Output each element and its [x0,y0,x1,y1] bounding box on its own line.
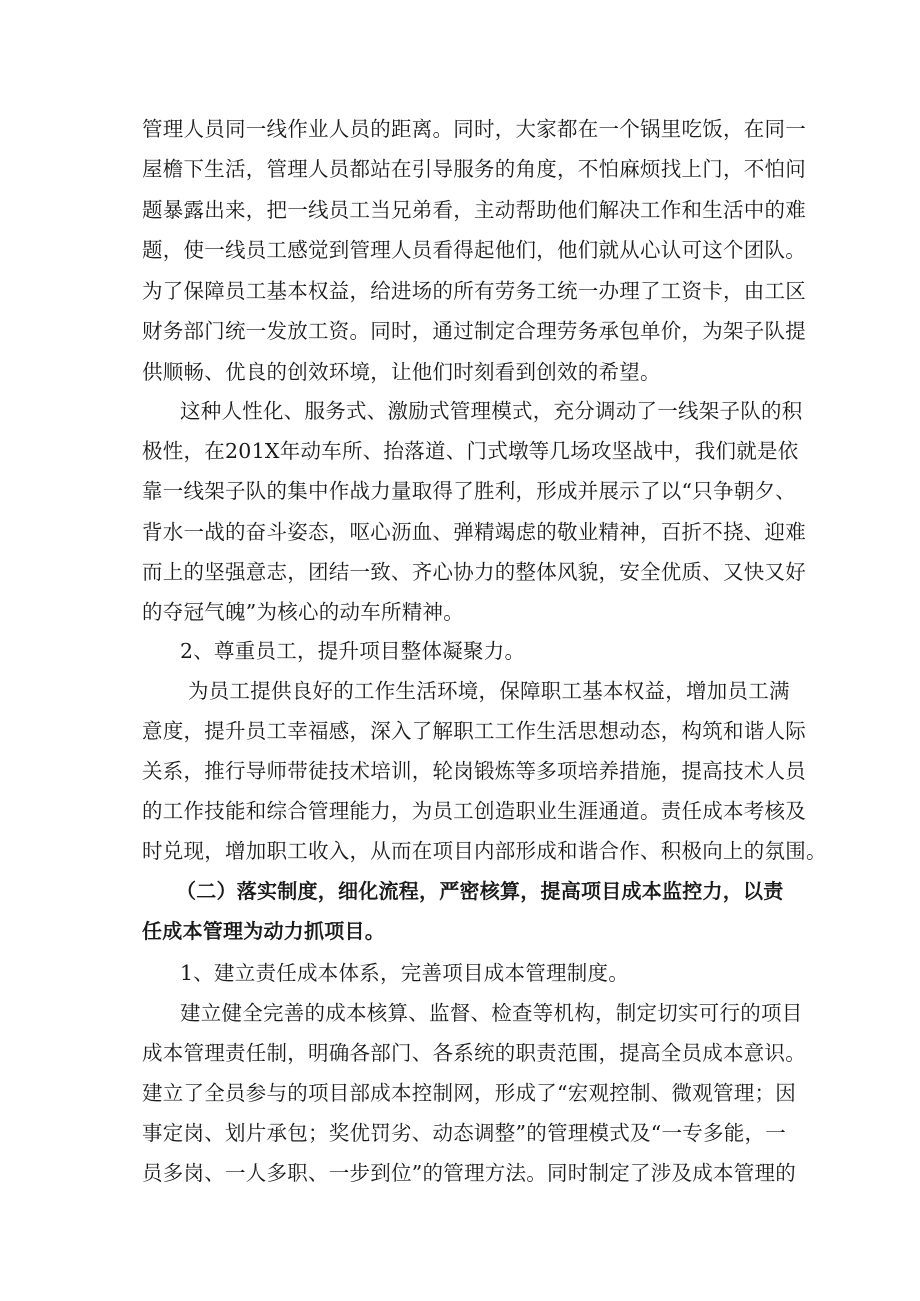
text-line: 的夺冠气魄”为核心的动车所精神。 [142,600,464,624]
text-line: 背水一战的奋斗姿态，呕心沥血、弹精竭虑的敬业精神，百折不挠、迎难 [142,520,806,544]
paragraph-first-line: 建立健全完善的成本核算、监督、检查等机构，制定切实可行的项目 [180,1001,803,1025]
text-line: 的工作技能和综合管理能力，为员工创造职业生涯通道。责任成本考核及 [142,799,806,823]
text-line: 而上的坚强意志，团结一致、齐心协力的整体风貌，安全优质、又快又好 [142,560,806,584]
text-line: 题，使一线员工感觉到管理人员看得起他们，他们就从心认可这个团队。 [142,238,806,262]
text-line: 时兑现，增加职工收入，从而在项目内部形成和谐合作、积极向上的氛围。 [142,839,827,863]
bold-heading-line-2: 任成本管理为动力抓项目。 [142,919,385,943]
text-line: 成本管理责任制，明确各部门、各系统的职责范围，提高全员成本意识。 [142,1041,806,1065]
text-line: 题暴露出来，把一线员工当兄弟看，主动帮助他们解决工作和生活中的难 [142,198,806,222]
text-line: 意度，提升员工幸福感，深入了解职工工作生活思想动态，构筑和谐人际 [142,719,806,743]
paragraph-first-line: 为员工提供良好的工作生活环境，保障职工基本权益，增加员工满 [188,679,790,703]
bold-heading-line-1: （二）落实制度，细化流程，严密核算，提高项目成本监控力，以责 [176,879,784,903]
text-line: 建立了全员参与的项目部成本控制网，形成了“宏观控制、微观管理；因 [142,1081,796,1105]
text-line: 管理人员同一线作业人员的距离。同时，大家都在一个锅里吃饭，在同一 [142,117,806,141]
text-line: 员多岗、一人多职、一步到位”的管理方法。同时制定了涉及成本管理的 [142,1161,796,1185]
text-line: 关系，推行导师带徒技术培训，轮岗锻炼等多项培养措施，提高技术人员 [142,759,806,783]
paragraph-first-line: 这种人性化、服务式、激励式管理模式，充分调动了一线架子队的积 [180,399,803,423]
text-line: 极性，在201X年动车所、抬落道、门式墩等几场攻坚战中，我们就是依 [142,439,799,463]
section-heading-1: 1、建立责任成本体系，完善项目成本管理制度。 [180,961,630,985]
text-line: 为了保障员工基本权益，给进场的所有劳务工统一办理了工资卡，由工区 [142,279,806,303]
text-line: 事定岗、划片承包；奖优罚劣、动态调整”的管理模式及“一专多能，一 [142,1121,786,1145]
text-line: 靠一线架子队的集中作战力量取得了胜利，形成并展示了以“只争朝夕、 [142,479,796,503]
text-line: 供顺畅、优良的创效环境，让他们时刻看到创效的希望。 [142,360,661,384]
text-line: 屋檐下生活，管理人员都站在引导服务的角度，不怕麻烦找上门，不怕问 [142,157,806,181]
text-line: 财务部门统一发放工资。同时，通过制定合理劳务承包单价，为架子队提 [142,319,806,343]
section-heading-2: 2、尊重员工，提升项目整体凝聚力。 [180,639,526,663]
